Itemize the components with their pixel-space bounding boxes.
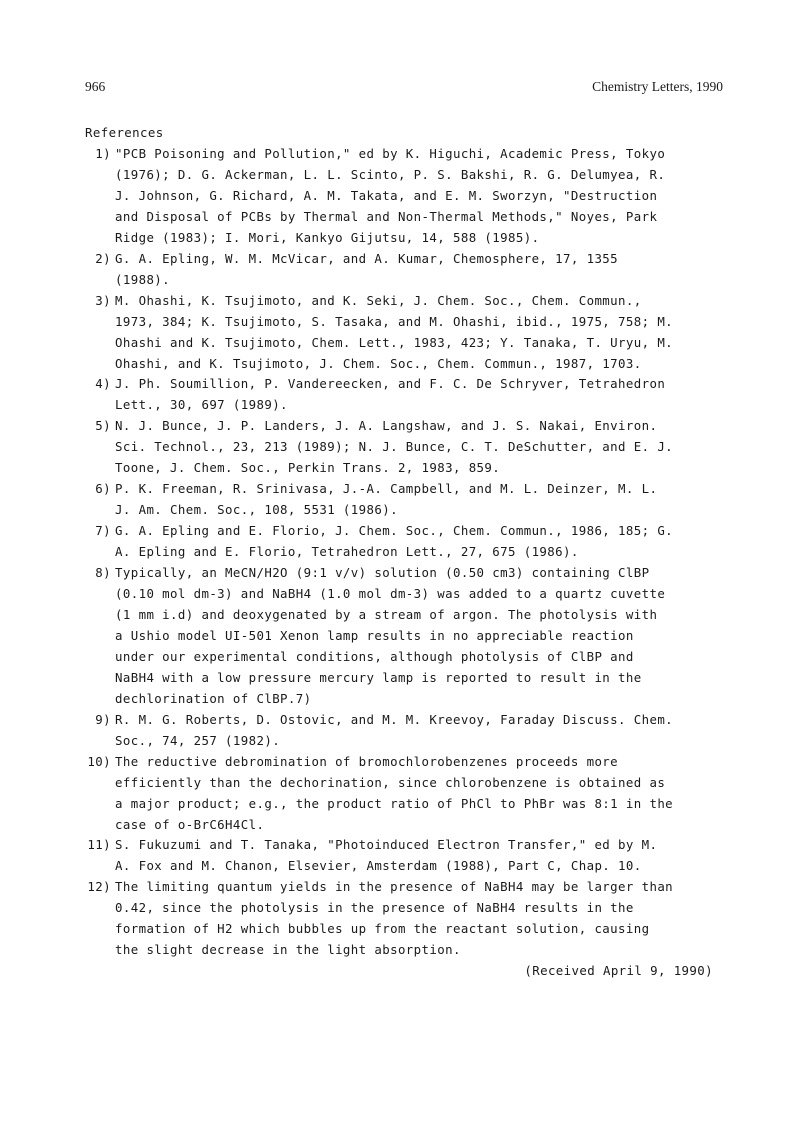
reference-number: 5): [95, 418, 111, 434]
reference-line: Ohashi and K. Tsujimoto, Chem. Lett., 1983, 423; Y. Tanaka, T. Uryu, M.: [115, 334, 674, 350]
reference-line: (0.10 mol dm-3) and NaBH4 (1.0 mol dm-3) was added to a quartz cuvette: [115, 586, 666, 602]
reference-number: 12): [87, 879, 111, 895]
references-section: [85, 123, 725, 982]
reference-line: The reductive debromination of bromochlorobenzenes proceeds more: [115, 753, 619, 769]
reference-number: 9): [95, 711, 111, 727]
reference-line: S. Fukuzumi and T. Tanaka, "Photoinduced Electron Transfer," ed by M.: [115, 837, 658, 853]
reference-line: J. Am. Chem. Soc., 108, 5531 (1986).: [115, 502, 398, 518]
reference-text: [115, 752, 725, 836]
reference-text: [115, 521, 725, 563]
reference-line: "PCB Poisoning and Pollution," ed by K. Higuchi, Academic Press, Tokyo: [115, 146, 666, 161]
reference-line: (1988).: [115, 271, 171, 287]
reference-item: [85, 416, 725, 479]
reference-number: 6): [95, 481, 111, 497]
reference-number: 3): [95, 292, 111, 308]
reference-item: [85, 877, 725, 961]
reference-line: 0.42, since the photolysis in the presence of NaBH4 results in the: [115, 900, 634, 916]
reference-line: J. Ph. Soumillion, P. Vandereecken, and F. C. De Schryver, Tetrahedron: [115, 376, 666, 392]
reference-number: 11): [87, 837, 111, 853]
reference-line: Lett., 30, 697 (1989).: [115, 397, 288, 413]
reference-line: (1 mm i.d) and deoxygenated by a stream of argon. The photolysis with: [115, 606, 658, 622]
reference-line: formation of H2 which bubbles up from the reactant solution, causing: [115, 921, 650, 937]
reference-line: Ridge (1983); I. Mori, Kankyo Gijutsu, 14, 588 (1985).: [115, 229, 540, 245]
reference-line: R. M. G. Roberts, D. Ostovic, and M. M. Kreevoy, Faraday Discuss. Chem.: [115, 711, 674, 727]
reference-line: Soc., 74, 257 (1982).: [115, 732, 281, 748]
reference-text: [115, 416, 725, 479]
reference-item: [85, 479, 725, 521]
reference-line: G. A. Epling, W. M. McVicar, and A. Kumar, Chemosphere, 17, 1355: [115, 250, 619, 266]
reference-line: P. K. Freeman, R. Srinivasa, J.-A. Campbell, and M. L. Deinzer, M. L.: [115, 481, 658, 497]
reference-line: G. A. Epling and E. Florio, J. Chem. Soc., Chem. Commun., 1986, 185; G.: [115, 523, 674, 539]
journal-reference: Chemistry Letters, 1990: [592, 79, 723, 94]
received-date: (Received April 9, 1990): [524, 963, 713, 979]
reference-number: 1): [95, 146, 111, 161]
reference-text: [115, 563, 725, 710]
reference-line: A. Epling and E. Florio, Tetrahedron Lett., 27, 675 (1986).: [115, 544, 579, 560]
reference-item: [85, 374, 725, 416]
reference-text: [115, 835, 725, 877]
reference-line: Sci. Technol., 23, 213 (1989); N. J. Bunce, C. T. DeSchutter, and E. J.: [115, 439, 674, 455]
reference-text: [115, 249, 725, 291]
reference-line: case of o-BrC6H4Cl.: [115, 816, 265, 832]
reference-item: [85, 710, 725, 752]
reference-line: Typically, an MeCN/H2O (9:1 v/v) solution (0.50 cm3) containing ClBP: [115, 565, 650, 581]
reference-number: 4): [95, 376, 111, 392]
reference-text: [115, 710, 725, 752]
reference-line: M. Ohashi, K. Tsujimoto, and K. Seki, J. Chem. Soc., Chem. Commun.,: [115, 292, 642, 308]
reference-text: [115, 479, 725, 521]
reference-line: under our experimental conditions, although photolysis of ClBP and: [115, 648, 634, 664]
reference-line: Toone, J. Chem. Soc., Perkin Trans. 2, 1983, 859.: [115, 460, 501, 476]
reference-item: [85, 835, 725, 877]
reference-text: [115, 374, 725, 416]
reference-line: and Disposal of PCBs by Thermal and Non-Thermal Methods," Noyes, Park: [115, 208, 658, 224]
references-title: References: [85, 125, 164, 140]
reference-text: [115, 144, 725, 249]
page-header: [85, 79, 723, 99]
reference-line: Ohashi, and K. Tsujimoto, J. Chem. Soc., Chem. Commun., 1987, 1703.: [115, 355, 642, 371]
reference-text: [115, 877, 725, 961]
reference-item: [85, 249, 725, 291]
reference-item: [85, 144, 725, 249]
reference-number: 7): [95, 523, 111, 539]
reference-line: the slight decrease in the light absorption.: [115, 942, 461, 958]
reference-number: 10): [87, 753, 111, 769]
reference-line: The limiting quantum yields in the presence of NaBH4 may be larger than: [115, 879, 674, 895]
reference-line: N. J. Bunce, J. P. Landers, J. A. Langshaw, and J. S. Nakai, Environ.: [115, 418, 658, 434]
reference-line: (1976); D. G. Ackerman, L. L. Scinto, P. S. Bakshi, R. G. Delumyea, R.: [115, 166, 666, 182]
received-date-row: [85, 961, 725, 982]
reference-line: 1973, 384; K. Tsujimoto, S. Tasaka, and M. Ohashi, ibid., 1975, 758; M.: [115, 313, 674, 329]
page-number: 966: [85, 79, 106, 94]
reference-line: a major product; e.g., the product ratio of PhCl to PhBr was 8:1 in the: [115, 795, 674, 811]
reference-line: NaBH4 with a low pressure mercury lamp is reported to result in the: [115, 669, 642, 685]
reference-number: 8): [95, 565, 111, 581]
reference-item: [85, 291, 725, 375]
reference-item: [85, 563, 725, 710]
reference-line: J. Johnson, G. Richard, A. M. Takata, and E. M. Sworzyn, "Destruction: [115, 187, 658, 203]
reference-line: A. Fox and M. Chanon, Elsevier, Amsterdam (1988), Part C, Chap. 10.: [115, 858, 642, 874]
reference-text: [115, 291, 725, 375]
reference-item: [85, 752, 725, 836]
reference-line: dechlorination of ClBP.7): [115, 690, 312, 706]
reference-line: efficiently than the dechorination, since chlorobenzene is obtained as: [115, 774, 666, 790]
reference-line: a Ushio model UI-501 Xenon lamp results in no appreciable reaction: [115, 627, 634, 643]
reference-item: [85, 521, 725, 563]
reference-number: 2): [95, 250, 111, 266]
